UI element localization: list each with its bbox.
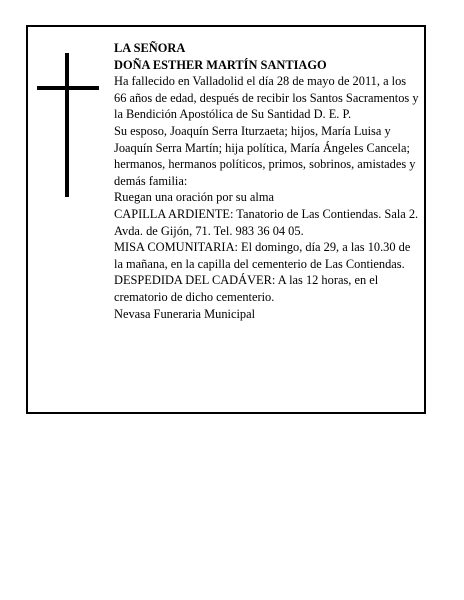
chapel-info: CAPILLA ARDIENTE: Tanatorio de Las Contiendas. Sala 2. Avda. de Gijón, 71. Tel. 983 36 04 05. xyxy=(114,206,419,238)
prayer-request: Ruegan una oración por su alma xyxy=(114,190,274,205)
mass-info: MISA COMUNITARIA: El domingo, día 29, a las 10.30 de la mañana, en la capilla del cementerio de Las Contiendas. xyxy=(114,240,411,271)
notice-title: LA SEÑORA xyxy=(114,41,186,55)
farewell-info: DESPEDIDA DEL CADÁVER: A las 12 horas, en el crematorio de dicho cementerio. xyxy=(114,273,379,304)
death-statement: Ha fallecido en Valladolid el día 28 de mayo de 2011, a los 66 años de edad, después de recibir los Santos Sacramentos y la Bendición Apostólica de Su Santidad D. E. P. xyxy=(114,74,419,122)
deceased-name: DOÑA ESTHER MARTÍN SANTIAGO xyxy=(114,57,327,72)
cross-vertical-bar xyxy=(65,53,69,197)
family-list: Su esposo, Joaquín Serra Iturzaeta; hijos, María Luisa y Joaquín Serra Martín; hija política, María Ángeles Cancela; hermanos, hermanos políticos, primos, sobrinos, amistades y demás familia: xyxy=(114,123,416,188)
notice-text xyxy=(114,40,420,322)
cross-icon xyxy=(37,53,99,197)
cross-horizontal-bar xyxy=(37,86,99,90)
funeral-home: Nevasa Funeraria Municipal xyxy=(114,306,256,321)
